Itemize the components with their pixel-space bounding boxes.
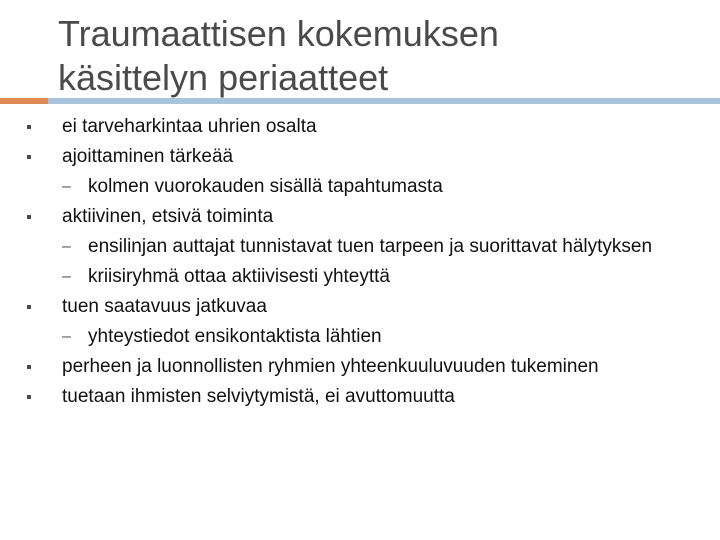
- bullet-text: ajoittaminen tärkeää: [62, 146, 234, 167]
- dash-icon: –: [62, 268, 71, 285]
- bullet-list: [0, 116, 720, 416]
- bullet-item: [0, 296, 720, 318]
- dash-icon: –: [62, 178, 71, 195]
- bullet-text: ei tarveharkintaa uhrien osalta: [62, 116, 317, 137]
- sub-bullet-item: [0, 326, 720, 348]
- slide-title-line-1: Traumaattisen kokemuksen: [58, 13, 499, 54]
- bullet-item: [0, 356, 720, 378]
- dash-icon: –: [62, 328, 71, 345]
- sub-bullet-text: kolmen vuorokauden sisällä tapahtumasta: [88, 176, 443, 197]
- title-accent-bar-blue: [48, 98, 720, 104]
- sub-bullet-item: [0, 266, 720, 288]
- slide-title-line-2: käsittelyn periaatteet: [58, 57, 389, 98]
- bullet-square-icon: [27, 305, 31, 309]
- bullet-text: tuetaan ihmisten selviytymistä, ei avuttomuutta: [62, 386, 455, 407]
- bullet-text: perheen ja luonnollisten ryhmien yhteenkuuluvuuden tukeminen: [62, 356, 599, 377]
- slide-title: [58, 12, 678, 100]
- bullet-square-icon: [27, 395, 31, 399]
- dash-icon: –: [62, 238, 71, 255]
- sub-bullet-item: [0, 176, 720, 198]
- bullet-text: tuen saatavuus jatkuvaa: [62, 296, 267, 317]
- bullet-square-icon: [27, 215, 31, 219]
- sub-bullet-text: ensilinjan auttajat tunnistavat tuen tarpeen ja suorittavat hälytyksen: [88, 236, 653, 257]
- bullet-item: [0, 146, 720, 168]
- bullet-item: [0, 116, 720, 138]
- bullet-item: [0, 386, 720, 408]
- sub-bullet-text: kriisiryhmä ottaa aktiivisesti yhteyttä: [88, 266, 390, 287]
- bullet-square-icon: [27, 155, 31, 159]
- title-accent-bar-orange: [0, 98, 48, 104]
- bullet-text: aktiivinen, etsivä toiminta: [62, 206, 274, 227]
- sub-bullet-item: [0, 236, 720, 258]
- bullet-square-icon: [27, 125, 31, 129]
- bullet-square-icon: [27, 365, 31, 369]
- sub-bullet-text: yhteystiedot ensikontaktista lähtien: [88, 326, 382, 347]
- bullet-item: [0, 206, 720, 228]
